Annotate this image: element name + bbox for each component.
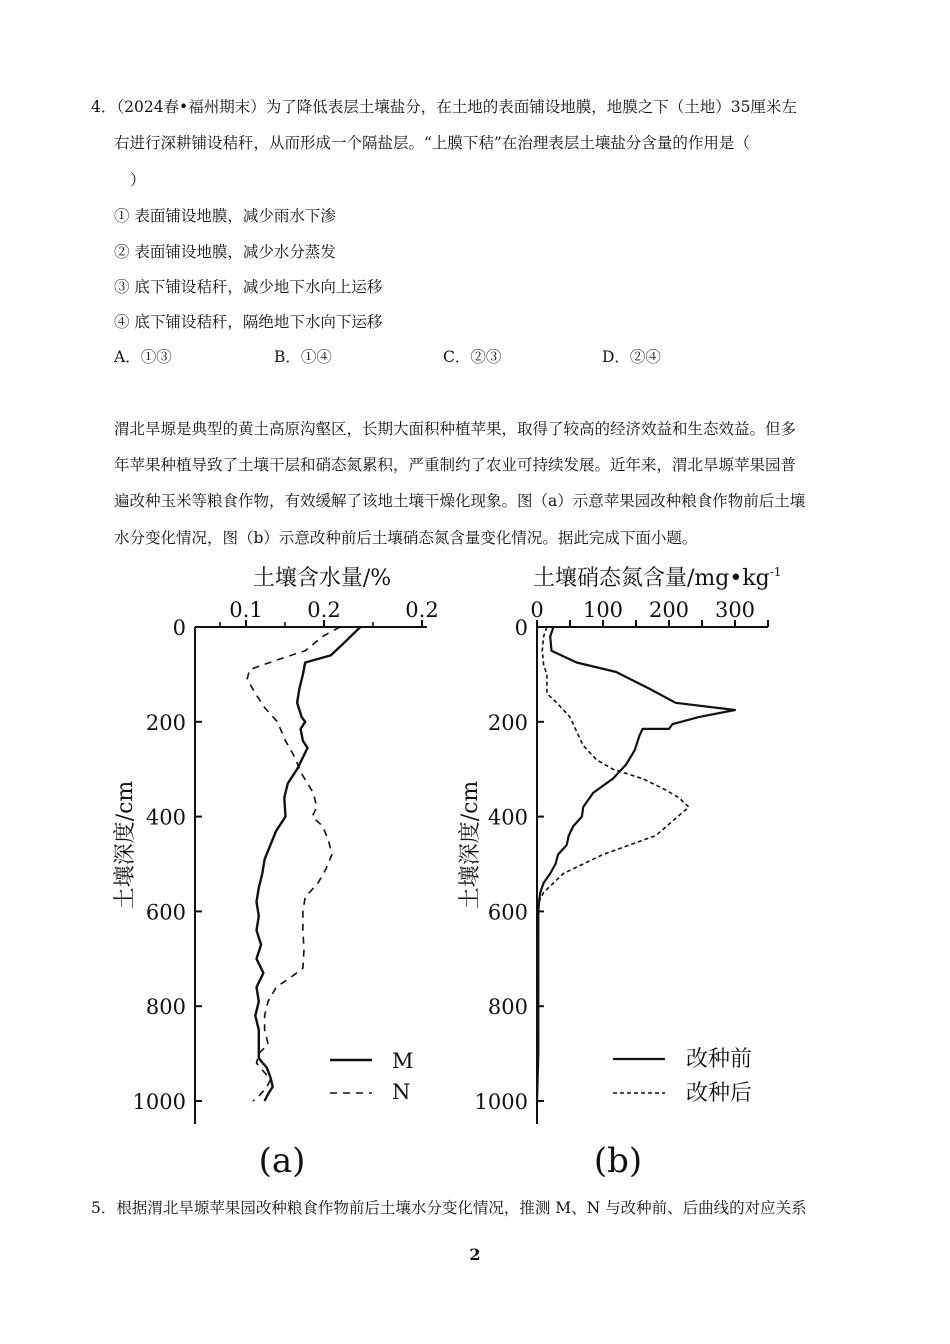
chart-a [113, 566, 439, 1181]
chart-a-xtick-label: 0.2 [405, 598, 439, 622]
figure [0, 555, 950, 1185]
chart-a-series-dashed-line [247, 627, 340, 1101]
question-4-line-3: ） [130, 171, 146, 189]
panel-label-b: (b) [593, 1141, 643, 1181]
chart-b-title: 土壤硝态氮含量$/mg•kg^{-1}$ [533, 565, 782, 591]
page-number: 2 [469, 1245, 481, 1264]
chart-b-series-solid-line [537, 627, 735, 1101]
question-4-line-2: 右进行深耕铺设秸秆，从而形成一个隔盐层。“上膜下秸”在治理表层土壤盐分含量的作用是（ [114, 134, 750, 152]
chart-b-xtick-label: 200 [648, 598, 690, 622]
question-4-line-1: 4．（2024春•福州期末）为了降低表层土壤盐分，在土地的表面铺设地膜，地膜之下（土地）35厘米左 [91, 98, 797, 116]
passage-line-3: 遍改种玉米等粮食作物，有效缓解了该地土壤干燥化现象。图（a）示意苹果园改种粮食作物前后土壤 [114, 492, 806, 510]
legend-before-label: 改种前 [686, 1047, 753, 1072]
choice-b: B．①④ [274, 348, 332, 366]
choice-c: C．②③ [443, 348, 502, 366]
legend-after-label: 改种后 [686, 1081, 753, 1106]
legend-m-label: M [392, 1049, 414, 1073]
chart-a-ytick-label: 600 [145, 900, 186, 925]
choice-a: A．①③ [114, 348, 172, 366]
chart-b-xtick-label: 0 [530, 598, 544, 622]
chart-a-ytick-label: 800 [145, 995, 186, 1020]
chart-b-ytick-label: 0 [514, 616, 528, 640]
chart-a-ytick-label: 1000 [132, 1090, 186, 1114]
chart-a-ytick-label: 0 [172, 616, 186, 640]
panel-label-a: (a) [258, 1141, 306, 1181]
chart-b [458, 565, 781, 1181]
chart-a-xtick-label: 0.1 [229, 598, 263, 622]
chart-a-ytick-label: 200 [145, 710, 186, 735]
passage-line-2: 年苹果种植导致了土壤干层和硝态氮累积，严重制约了农业可持续发展。近年来，渭北旱塬苹果园普 [114, 456, 797, 474]
statement-2: ② 表面铺设地膜，减少水分蒸发 [114, 243, 336, 261]
chart-a-ylabel: 土壤深度/cm [113, 780, 138, 910]
chart-b-ytick-label: 800 [487, 995, 528, 1020]
chart-b-xtick-label: 300 [714, 598, 756, 622]
chart-b-ytick-label: 200 [487, 710, 528, 735]
passage-line-1: 渭北旱塬是典型的黄土高原沟壑区，长期大面积种植苹果，取得了较高的经济效益和生态效益。但多 [114, 420, 797, 438]
statement-4: ④ 底下铺设秸秆，隔绝地下水向下运移 [114, 313, 383, 331]
chart-a-ytick-label: 400 [145, 805, 186, 830]
choice-d: D．②④ [602, 348, 661, 366]
chart-a-xtick-label: 0.2 [307, 598, 341, 622]
chart-b-ytick-label: 600 [487, 900, 528, 925]
chart-a-title: 土壤含水量/% [252, 566, 392, 591]
statement-3: ③ 底下铺设秸秆，减少地下水向上运移 [114, 278, 383, 296]
passage-line-4: 水分变化情况，图（b）示意改种前后土壤硝态氮含量变化情况。据此完成下面小题。 [114, 529, 698, 547]
question-5: 5．根据渭北旱塬苹果园改种粮食作物前后土壤水分变化情况，推测 M、N 与改种前、后曲线的对应关系 [91, 1199, 807, 1217]
legend-n-label: N [392, 1080, 411, 1104]
chart-b-xtick-label: 100 [582, 598, 624, 622]
chart-a-series-solid-line [255, 627, 360, 1101]
chart-b-ytick-label: 1000 [474, 1090, 528, 1114]
statement-1: ① 表面铺设地膜，减少雨水下渗 [114, 207, 336, 225]
chart-b-ylabel: 土壤深度/cm [458, 780, 483, 910]
chart-b-ytick-label: 400 [487, 805, 528, 830]
